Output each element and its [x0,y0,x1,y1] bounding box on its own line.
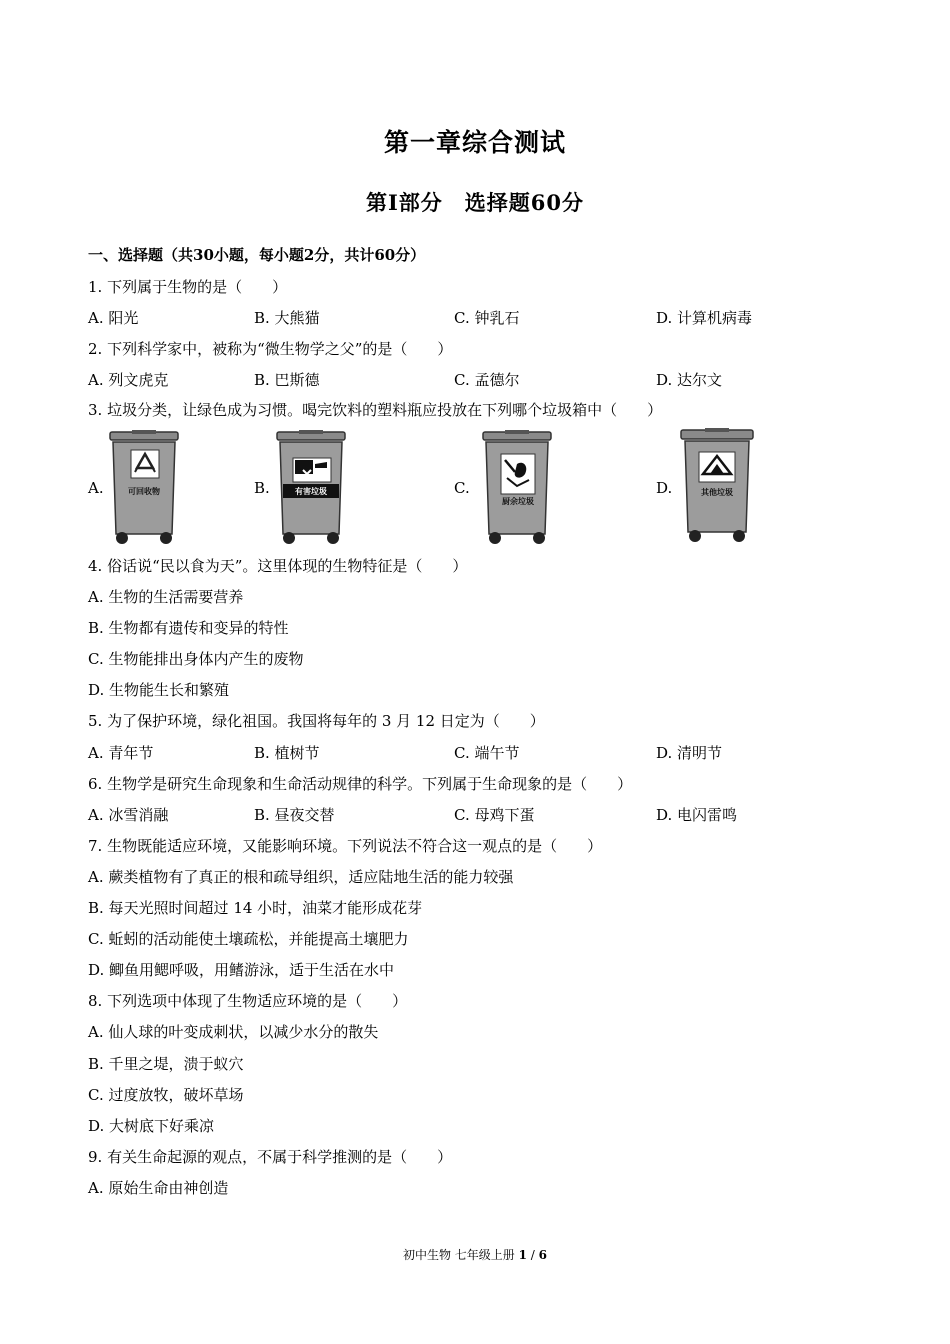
question-5-option-d: D. 清明节 [656,744,723,762]
other-waste-bin-image [677,428,757,548]
question-6-option-b: B. 昼夜交替 [254,806,335,824]
question-1-option-a: A. 阳光 [88,309,139,327]
question-7-stem: 7. 生物既能适应环境，又能影响环境。下列说法不符合这一观点的是（ ） [88,837,603,855]
question-6-option-c: C. 母鸡下蛋 [454,806,535,824]
food-waste-bin-image [477,430,557,550]
question-1-option-d: D. 计算机病毒 [656,309,753,327]
footer-separator: / [526,1248,539,1262]
question-2-option-c: C. 孟德尔 [454,371,520,389]
question-7-option-c: C. 蚯蚓的活动能使土壤疏松，并能提高土壤肥力 [88,930,409,948]
page-footer [0,1246,950,1263]
page-title: 第一章综合测试 [383,128,566,157]
food-waste-bin-label: 厨余垃圾 [502,497,534,506]
question-1-stem: 1. 下列属于生物的是（ ） [88,278,288,296]
footer-text: 初中生物 七年级上册 [402,1248,519,1262]
question-6-option-a: A. 冰雪消融 [88,806,169,824]
question-4-stem: 4. 俗话说“民以食为天”。这里体现的生物特征是（ ） [88,557,468,575]
hazardous-bin-image [271,430,351,550]
question-7-option-a: A. 蕨类植物有了真正的根和疏导组织，适应陆地生活的能力较强 [88,868,514,886]
question-2-option-d: D. 达尔文 [656,371,723,389]
question-1-option-c: C. 钟乳石 [454,309,520,327]
part-subtitle: 第Ⅰ部分 选择题60分 [365,190,585,215]
question-4-option-a: A. 生物的生活需要营养 [88,588,244,606]
footer-page-total: 6 [538,1248,548,1262]
question-4-option-c: C. 生物能排出身体内产生的废物 [88,650,304,668]
question-4-option-d: D. 生物能生长和繁殖 [88,681,230,699]
question-9-stem: 9. 有关生命起源的观点，不属于科学推测的是（ ） [88,1148,453,1166]
question-3-option-c: C. [454,479,470,497]
question-5-stem: 5. 为了保护环境，绿化祖国。我国将每年的 3 月 12 日定为（ ） [88,712,545,730]
other-waste-bin-label: 其他垃圾 [701,488,733,497]
question-6-stem: 6. 生物学是研究生命现象和生命活动规律的科学。下列属于生命现象的是（ ） [88,775,633,793]
footer-page-number: 1 [518,1248,527,1262]
question-5-option-b: B. 植树节 [254,744,320,762]
question-8-option-d: D. 大树底下好乘凉 [88,1117,215,1135]
question-8-option-c: C. 过度放牧，破坏草场 [88,1086,244,1104]
question-5-option-a: A. 青年节 [88,744,154,762]
question-2-option-a: A. 列文虎克 [88,371,169,389]
section-heading: 一、选择题（共30小题，每小题2分，共计60分） [88,246,426,264]
question-2-stem: 2. 下列科学家中，被称为“微生物学之父”的是（ ） [88,340,453,358]
question-6-option-d: D. 电闪雷鸣 [656,806,738,824]
recyclable-bin-image [104,430,184,550]
question-7-option-b: B. 每天光照时间超过 14 小时，油菜才能形成花芽 [88,899,423,917]
question-9-option-a: A. 原始生命由神创造 [88,1179,229,1197]
question-3-option-d: D. [656,479,673,497]
question-8-stem: 8. 下列选项中体现了生物适应环境的是（ ） [88,992,408,1010]
question-3-option-b: B. [254,479,270,497]
question-2-option-b: B. 巴斯德 [254,371,320,389]
question-1-option-b: B. 大熊猫 [254,309,320,327]
question-5-option-c: C. 端午节 [454,744,520,762]
hazardous-bin-label: 有害垃圾 [295,487,327,496]
question-8-option-a: A. 仙人球的叶变成刺状，以减少水分的散失 [88,1023,379,1041]
question-8-option-b: B. 千里之堤，溃于蚁穴 [88,1055,244,1073]
recyclable-bin-label: 可回收物 [128,487,160,496]
question-3-stem: 3. 垃圾分类，让绿色成为习惯。喝完饮料的塑料瓶应投放在下列哪个垃圾箱中（ ） [88,401,663,419]
question-4-option-b: B. 生物都有遗传和变异的特性 [88,619,289,637]
question-7-option-d: D. 鲫鱼用鳃呼吸，用鳍游泳，适于生活在水中 [88,961,395,979]
question-3-option-a: A. [88,479,104,497]
